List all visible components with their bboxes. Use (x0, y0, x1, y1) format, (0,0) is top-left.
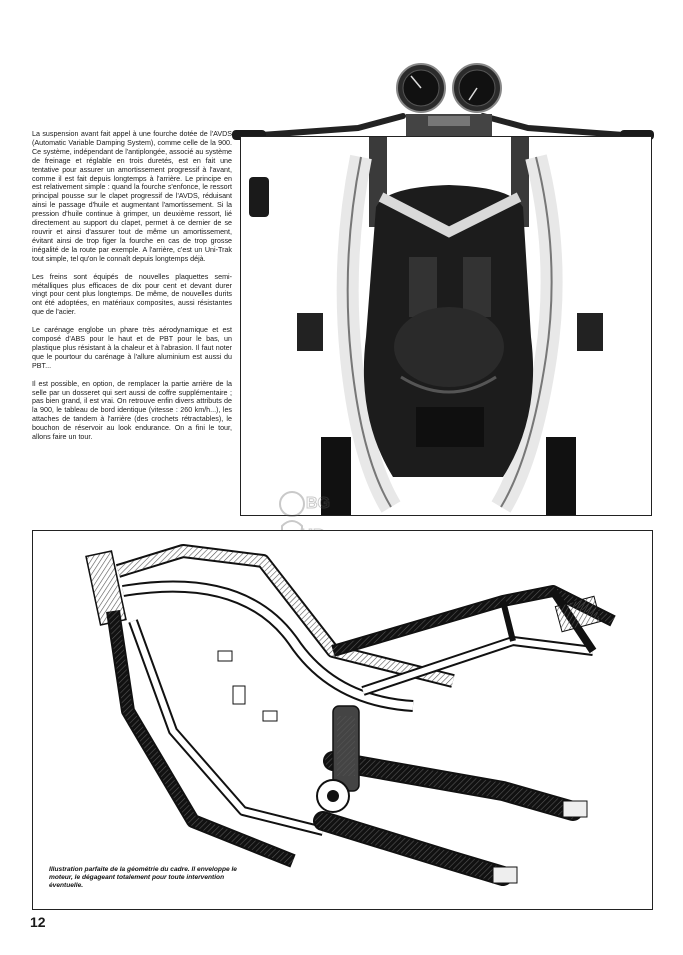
frame-geometry-illustration (32, 530, 653, 910)
page-number: 12 (30, 914, 46, 930)
paragraph-brakes: Les freins sont équipés de nouvelles plaquettes semi-métalliques plus efficaces de dix pour cent et devant durer vingt pour cent plus longtemps. De même, de nouvelles durits ont été adoptées, en matériaux composites, aussi résistantes que de l'acier. (32, 272, 232, 317)
motorcycle-dashboard-photo (228, 58, 658, 148)
paragraph-options: Il est possible, en option, de remplacer la partie arrière de la selle par un dosseret qui sert aussi de coffre supplémentaire ; pas bien grand, il est vrai. On retrouve enfin divers attributs de la 900, le tableau de bord identique (vitesse : 260 km/h...), les attaches de tandem à l'arrière (des crochets rétractables), le bouchon de réservoir au look endurance. On a fini le tour, allons faire un tour. (32, 379, 232, 442)
article-text-column (32, 130, 232, 451)
paragraph-fairing: Le carénage englobe un phare très aérodynamique et est composé d'ABS pour le haut et de PBT pour le bas, un plastique plus résistant à la chaleur et à l'abrasion. Il faut noter que le pourtour du carénage à l'allure aluminium est aussi du PBT... (32, 326, 232, 370)
svg-text:BG: BG (306, 495, 330, 512)
motorcycle-top-view-photo (240, 136, 652, 516)
figure-caption: Illustration parfaite de la géométrie du cadre. Il enveloppe le moteur, le dégageant totalement pour toute intervention éventuelle. (49, 866, 237, 889)
paragraph-suspension: La suspension avant fait appel à une fourche dotée de l'AVDS (Automatic Variable Damping System), comme celle de la 900. Ce système, indépendant de l'antiplongée, associé au système de freinage et réglable en trois duretés, est en fait une tentative pour assurer un amortissement progressif à l'avant, comme il est fait depuis longtemps à l'arrière. Le principe en est relativement simple : quand la fourche s'enfonce, le ressort principal pousse sur le clapet progressif de l'AVDS, réduisant ainsi le passage d'huile et augmentant l'amortissement. Si la pression d'huile continue à grimper, un deuxième ressort, lié directement au support du clapet, permet à ce dernier de se rouvrir et ainsi d'assurer tout de même un amortissement, évitant ainsi de trop figer la fourche en cas de trop grosse inégalité de la route par exemple. A l'arrière, c'est un Uni-Trak tout simple, tel qu'on le connaît depuis longtemps déjà. (32, 130, 232, 263)
